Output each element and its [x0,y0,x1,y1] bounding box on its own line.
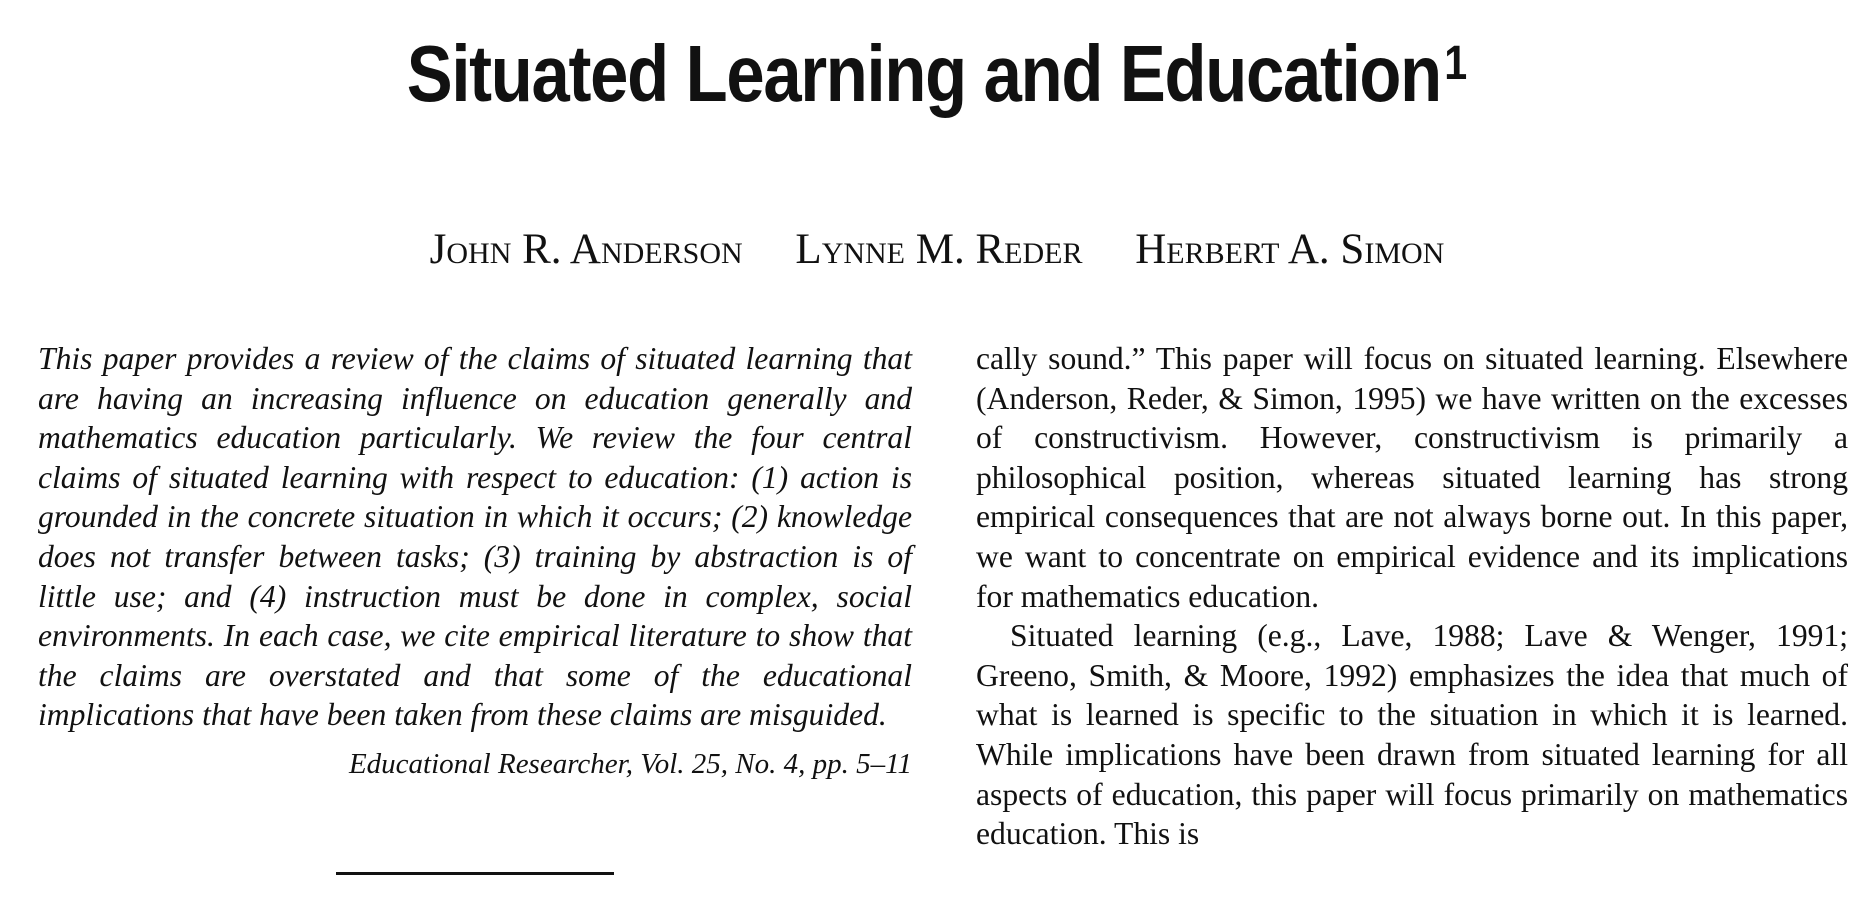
abstract-column [38,339,912,783]
author-simon: Herbert A. Simon [1135,226,1445,273]
body-paragraph-1: cally sound.” This paper will focus on situated learning. Elsewhere (Anderson, Reder, & Simon, 1995) we have written on the excesses of constructivism. However, constructivism is primarily a philosophical position, whereas situated learning has strong empirical consequences that are not always borne out. In this paper, we want to concentrate on empirical evidence and its implications for mathematics education. [976,341,1848,614]
author-anderson: John R. Anderson [429,226,743,273]
title-text: Situated Learning and Education [406,29,1441,118]
journal-citation: Educational Researcher, Vol. 25, No. 4, pp. 5–11 [348,747,912,780]
body-paragraph-2: Situated learning (e.g., Lave, 1988; Lave & Wenger, 1991; Greeno, Smith, & Moore, 1992) emphasizes the idea that much of what is learned is specific to the situation in which it is learned. While implications have been drawn from situated learning for all aspects of education, this paper will focus primarily on mathematics education. This is [976,618,1848,852]
title-footnote-marker: 1 [1444,37,1468,90]
footnote-divider [336,872,614,875]
author-reder: Lynne M. Reder [795,226,1083,273]
body-column [976,339,1848,854]
paper-title [131,28,1743,120]
abstract-text: This paper provides a review of the claims of situated learning that are having an increasing influence on education generally and mathematics education particularly. We review the four central claims of situated learning with respect to education: (1) action is grounded in the concrete situation in which it occurs; (2) knowledge does not transfer between tasks; (3) training by abstraction is of little use; and (4) instruction must be done in complex, social environments. In each case, we cite empirical literature to show that the claims are overstated and that some of the educational implications that have been taken from these claims are misguided. [38,341,912,733]
author-list [0,224,1874,276]
